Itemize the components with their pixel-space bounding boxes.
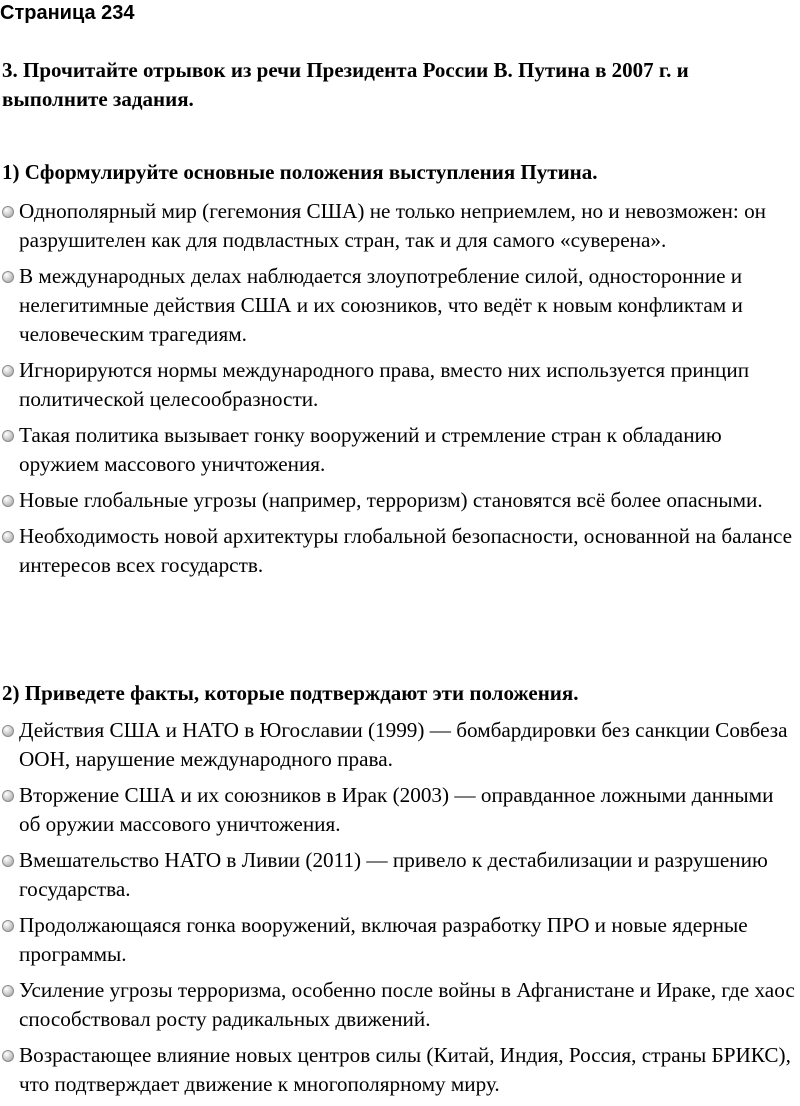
bullet-icon [2,495,14,507]
list-item [0,1041,800,1099]
list-item [0,781,800,839]
task-title: 3. Прочитайте отрывок из речи Президента России В. Путина в 2007 г. и выполните задания. [2,58,689,111]
list-item-text: В международных делах наблюдается злоупотребление силой, односторонние и нелегитимные действия США и их союзников, что ведёт к новым конфликтам и человеческим трагедиям. [19,264,743,346]
list-item-text: Вмешательство НАТО в Ливии (2011) — привело к дестабилизации и разрушению государства. [19,848,768,901]
list-item [0,846,800,904]
section1-heading: 1) Сформулируйте основные положения выступления Путина. [2,160,598,184]
list-item-text: Такая политика вызывает гонку вооружений и стремление стран к обладанию оружием массового уничтожения. [19,423,722,476]
list-item-text: Усиление угрозы терроризма, особенно после войны в Афганистане и Ираке, где хаос способствовал росту радикальных движений. [19,978,795,1031]
bullet-icon [2,206,14,218]
list-item-text: Вторжение США и их союзников в Ирак (2003) — оправданное ложными данными об оружии массового уничтожения. [19,783,774,836]
bullet-icon [2,271,14,283]
bullet-icon [2,985,14,997]
bullet-icon [2,855,14,867]
list-item-text: Возрастающее влияние новых центров силы (Китай, Индия, Россия, страны БРИКС), что подтверждает движение к многополярному миру. [19,1043,791,1096]
list-item [0,262,800,349]
bullet-icon [2,1050,14,1062]
list-item [0,911,800,969]
list-item [0,421,800,479]
list-item-text: Новые глобальные угрозы (например, терроризм) становятся всё более опасными. [19,488,763,512]
section1-list [0,197,800,587]
bullet-icon [2,430,14,442]
list-item-text: Действия США и НАТО в Югославии (1999) — бомбардировки без санкции Совбеза ООН, нарушение международного права. [19,718,788,771]
list-item [0,197,800,255]
list-item-text: Необходимость новой архитектуры глобальной безопасности, основанной на балансе интересов всех государств. [19,524,793,577]
list-item [0,716,800,774]
bullet-icon [2,531,14,543]
section2-heading: 2) Приведете факты, которые подтверждают эти положения. [2,681,579,705]
list-item-text: Продолжающаяся гонка вооружений, включая разработку ПРО и новые ядерные программы. [19,913,748,966]
list-item [0,486,800,515]
list-item-text: Однополярный мир (гегемония США) не только неприемлем, но и невозможен: он разрушителен как для подвластных стран, так и для самого «суверена». [19,199,767,252]
bullet-icon [2,920,14,932]
list-item [0,522,800,580]
list-item [0,976,800,1034]
section2-list [0,716,800,1106]
bullet-icon [2,790,14,802]
list-item [0,356,800,414]
bullet-icon [2,725,14,737]
page-label: Страница 234 [0,2,135,24]
list-item-text: Игнорируются нормы международного права, вместо них используется принцип политической целесообразности. [19,358,750,411]
bullet-icon [2,365,14,377]
